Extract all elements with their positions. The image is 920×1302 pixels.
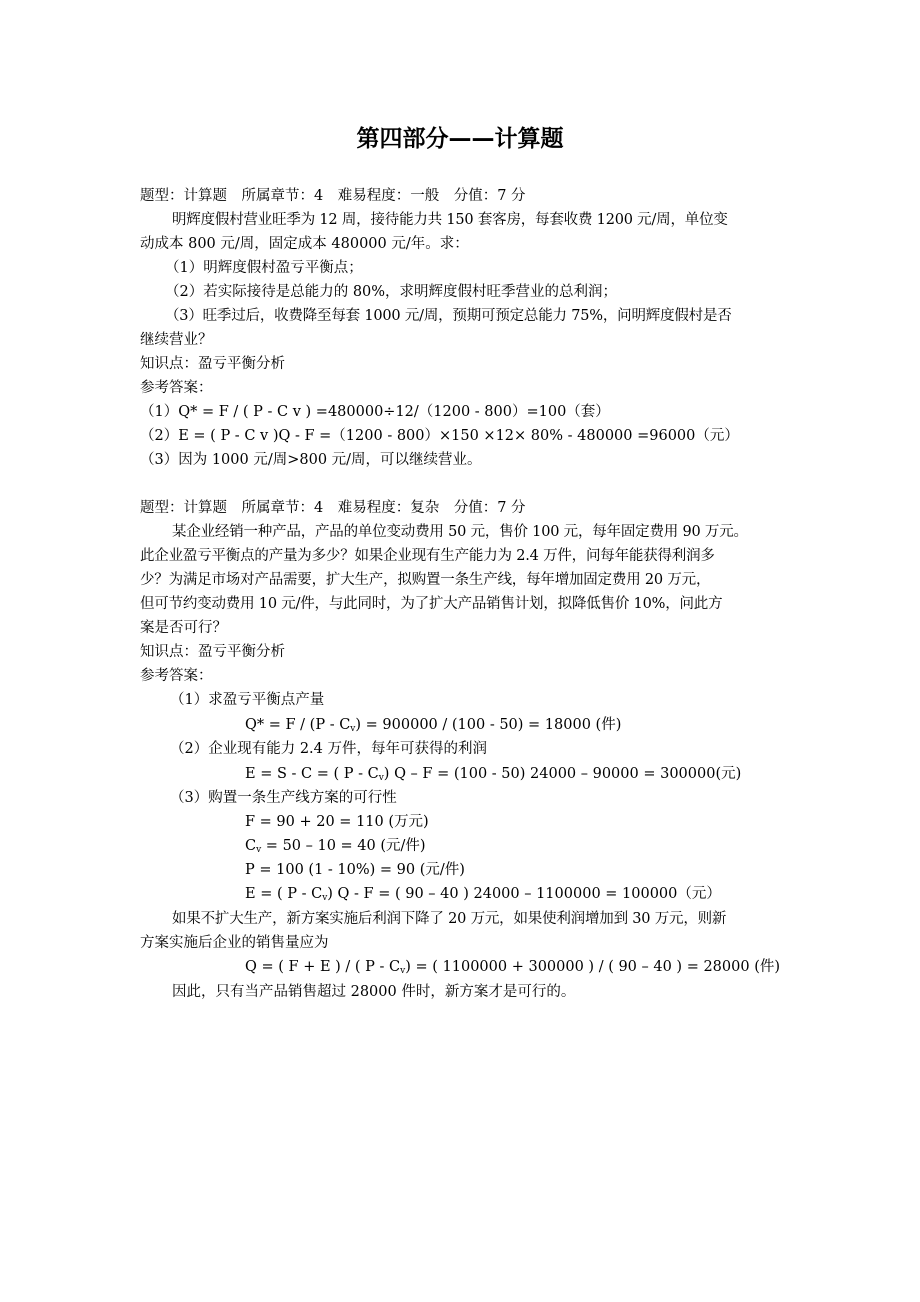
q2-step-3: （3）购置一条生产线方案的可行性 bbox=[170, 790, 397, 806]
formula-profit-new: E = ( P - $C_v$) Q - F = ( 90 – 40 ) 24000 – 1100000 = 100000（元） bbox=[245, 886, 721, 903]
q1-answer-2: （2）E = ( P - C v )Q - F =（1200 - 800）×150 ×12× 80% - 480000 =96000（元） bbox=[140, 428, 739, 444]
q2-body-line2: 此企业盈亏平衡点的产量为多少？如果企业现有生产能力为 2.4 万件，问每年能获得利润多 bbox=[140, 548, 715, 564]
subscript-v: v bbox=[322, 893, 328, 903]
formula-variable-cost: $C_v = 50 - 10 = 40$ (元/件) bbox=[245, 838, 426, 855]
q1-item-3b: 继续营业？ bbox=[140, 332, 213, 348]
q1-body-line1: 明辉度假村营业旺季为 12 周，接待能力共 150 套客房，每套收费 1200 元/周，单位变 bbox=[172, 212, 728, 228]
page-title: 第四部分——计算题 bbox=[356, 126, 564, 152]
q1-item-3a: （3）旺季过后，收费降至每套 1000 元/周，预期可预定总能力 75%，问明辉度假村是否 bbox=[165, 308, 732, 324]
formula-price: P = 100 (1 - 10%) = 90 (元/件) bbox=[245, 862, 465, 878]
q1-answer-1: （1）Q* = F / ( P - C v ) =480000÷12/（1200 - 800）=100（套） bbox=[140, 404, 610, 420]
q2-body-line1: 某企业经销一种产品，产品的单位变动费用 50 元，售价 100 元，每年固定费用 90 万元。 bbox=[172, 524, 748, 540]
formula-required-quantity: Q = ( F + E ) / ( P - $C_v$) = ( 1100000 + 300000 ) / ( 90 – 40 ) = 28000 (件) bbox=[245, 959, 781, 976]
q1-item-2: （2）若实际接待是总能力的 80%，求明辉度假村旺季营业的总利润； bbox=[165, 284, 618, 300]
subscript-v: v bbox=[378, 773, 384, 783]
q1-meta: 题型：计算题 所属章节：4 难易程度：一般 分值：7 分 bbox=[140, 188, 526, 204]
q1-knowledge: 知识点：盈亏平衡分析 bbox=[140, 356, 285, 372]
formula-breakeven-quantity: $Q* = F / (P - C_v) = 900000 / (100 - 50) = 18000$ (件) bbox=[245, 717, 622, 734]
q1-body-line2: 动成本 800 元/周，固定成本 480000 元/年。求： bbox=[140, 236, 469, 252]
subscript-v: v bbox=[400, 966, 406, 976]
q2-body-line4: 但可节约变动费用 10 元/件，与此同时，为了扩大产品销售计划，拟降低售价 10%，问此方 bbox=[140, 596, 723, 612]
q1-item-1: （1）明辉度假村盈亏平衡点； bbox=[165, 260, 363, 276]
formula-profit-current: E = S - C = ( P - $C_v$) Q – F = (100 - 50) 24000 – 90000 = 300000(元) bbox=[245, 766, 742, 783]
q2-paragraph-line1: 如果不扩大生产，新方案实施后利润下降了 20 万元，如果使利润增加到 30 万元，则新 bbox=[172, 911, 727, 927]
q2-conclusion: 因此，只有当产品销售超过 28000 件时，新方案才是可行的。 bbox=[172, 984, 576, 1000]
q2-body-line5: 案是否可行？ bbox=[140, 620, 227, 636]
q2-answer-label: 参考答案： bbox=[140, 668, 213, 684]
formula-fixed-cost: F = 90 + 20 = 110 (万元) bbox=[245, 814, 429, 830]
q2-step-1: （1）求盈亏平衡点产量 bbox=[170, 692, 325, 708]
q2-meta: 题型：计算题 所属章节：4 难易程度：复杂 分值：7 分 bbox=[140, 500, 526, 516]
q2-paragraph-line2: 方案实施后企业的销售量应为 bbox=[140, 935, 329, 951]
q1-answer-3: （3）因为 1000 元/周>800 元/周，可以继续营业。 bbox=[140, 452, 482, 468]
q1-answer-label: 参考答案： bbox=[140, 380, 213, 396]
subscript-v: v bbox=[350, 724, 356, 734]
q2-knowledge: 知识点：盈亏平衡分析 bbox=[140, 644, 285, 660]
q2-body-line3: 少？为满足市场对产品需要，扩大生产，拟购置一条生产线，每年增加固定费用 20 万元， bbox=[140, 572, 711, 588]
subscript-v: v bbox=[256, 845, 262, 855]
q2-step-2: （2）企业现有能力 2.4 万件，每年可获得的利润 bbox=[170, 741, 488, 757]
